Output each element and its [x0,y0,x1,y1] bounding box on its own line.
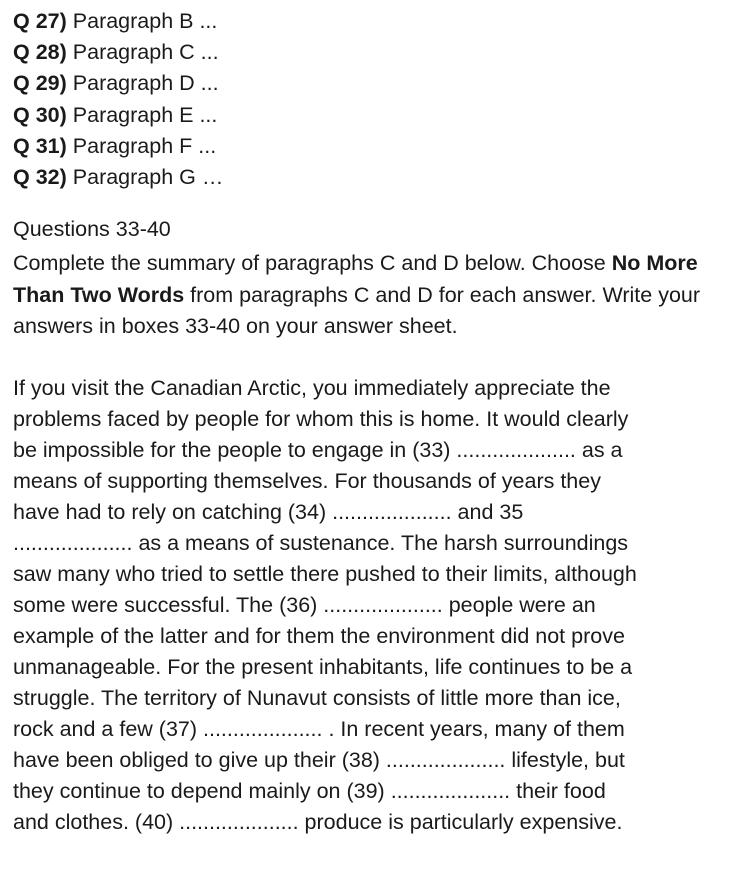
question-text: Paragraph B ... [72,9,218,33]
question-29 [13,68,725,99]
summary-line: unmanageable. For the present inhabitants, life continues to be a [13,654,633,679]
question-text: Paragraph C ... [72,40,219,65]
summary-line: have had to rely on catching (34) .................... and 35 [13,499,524,524]
instructions-emphasis: No More Than Two Words [13,251,698,307]
question-number: Q 31) [13,133,67,158]
question-28 [13,37,725,68]
instructions-text-continued: from paragraphs C and D for each answer. Write your answers in boxes 33-40 on your answer sheet. [13,282,701,338]
summary-line: some were successful. The (36) .................... people were an [13,592,596,617]
instructions-text: Complete the summary of paragraphs C and D below. Choose [13,251,612,276]
summary-line: If you visit the Canadian Arctic, you immediately appreciate the [13,375,611,400]
summary-line: struggle. The territory of Nunavut consists of little more than ice, [13,685,621,710]
question-number: Q 29) [13,71,67,96]
summary-line: they continue to depend mainly on (39) .................... their food [13,778,606,803]
summary-line: and clothes. (40) .................... produce is particularly expensive. [13,809,623,834]
summary-line: have been obliged to give up their (38) .................... lifestyle, but [13,747,625,772]
question-32 [13,162,725,193]
question-27 [13,6,725,37]
summary-line: means of supporting themselves. For thousands of years they [13,468,601,493]
question-number: Q 27) [13,9,67,33]
question-text: Paragraph G … [72,164,224,189]
question-text: Paragraph E ... [72,102,218,127]
instructions [13,248,725,342]
summary-line: saw many who tried to settle there pushed to their limits, although [13,561,637,586]
question-number: Q 32) [13,164,67,189]
question-number: Q 28) [13,40,67,65]
question-31 [13,131,725,162]
question-30 [13,100,725,131]
summary-line: example of the latter and for them the environment did not prove [13,623,625,648]
summary-line: .................... as a means of sustenance. The harsh surroundings [13,530,629,555]
question-number: Q 30) [13,102,67,127]
matching-question-list [13,6,725,193]
summary-line: rock and a few (37) .................... . In recent years, many of them [13,716,625,741]
question-text: Paragraph F ... [72,133,217,158]
summary-line: problems faced by people for whom this is home. It would clearly [13,406,629,431]
summary-line: be impossible for the people to engage in (33) .................... as a [13,437,623,462]
section-heading: Questions 33-40 [13,217,171,242]
summary-passage [13,373,725,838]
document-page [13,6,725,838]
question-text: Paragraph D ... [72,71,219,96]
